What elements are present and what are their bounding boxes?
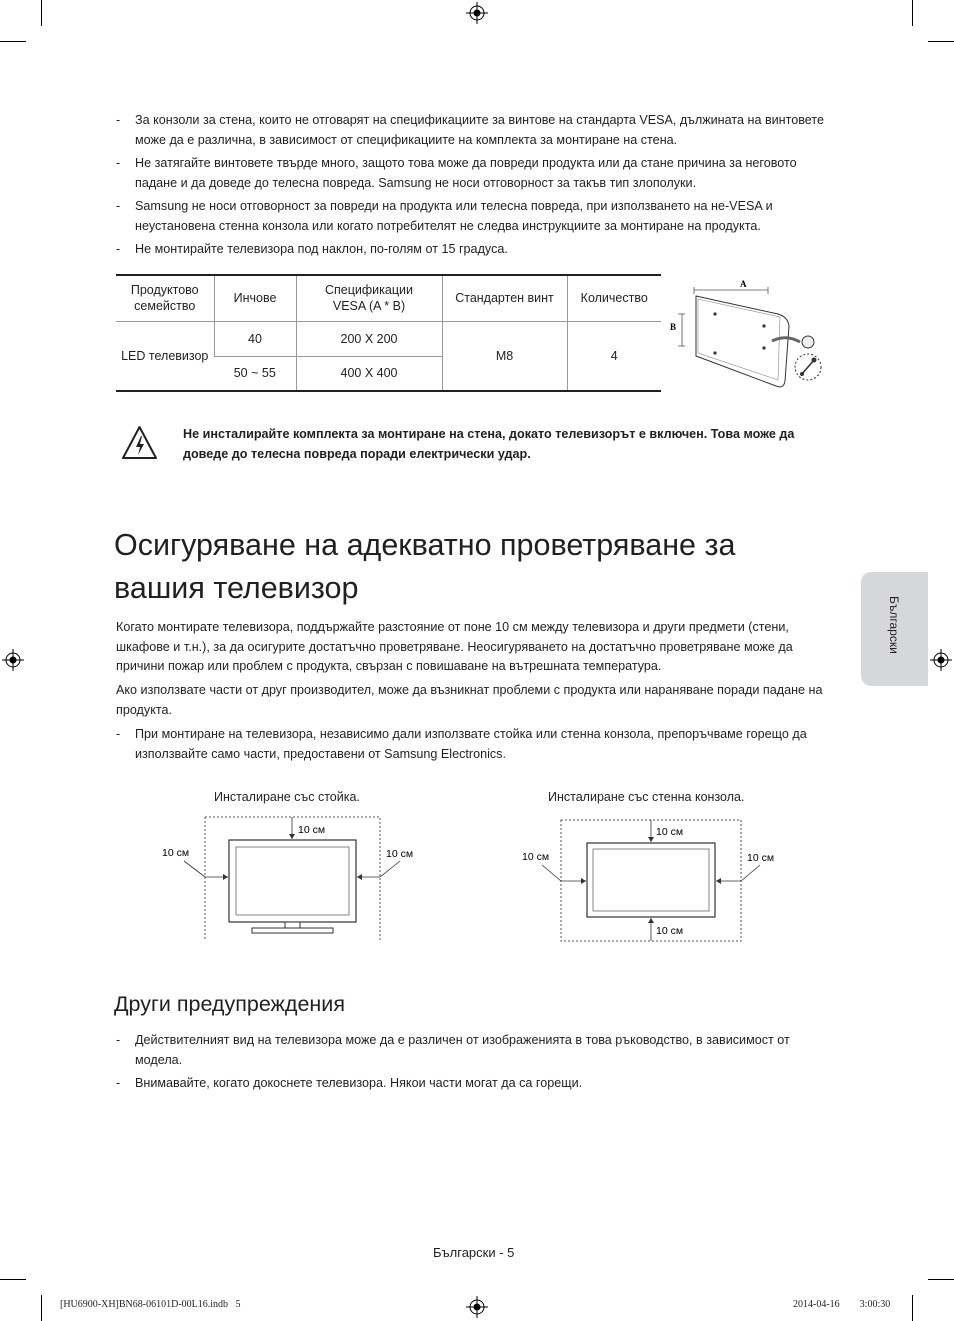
table-header: Стандартен винт	[442, 275, 567, 321]
page-number: Български - 5	[433, 1245, 515, 1260]
stand-diagram-title: Инсталиране със стойка.	[214, 790, 360, 804]
distance-label: 10 см	[386, 848, 414, 860]
registration-mark-icon	[2, 649, 24, 671]
table-header: Количество	[567, 275, 661, 321]
list-item: - Не затягайте винтовете твърде много, защото това може да повреди продукта или да стане причина за неговото падане и да доведе до телесна повреда. Samsung не носи отговорност за такъв тип злополуки.	[116, 156, 797, 190]
table-cell-quantity: 4	[567, 321, 661, 391]
table-header: Спецификации VESA (A * B)	[296, 275, 442, 321]
registration-mark-icon	[466, 2, 488, 24]
section-title: Други предупреждения	[114, 992, 345, 1016]
crop-mark	[0, 1279, 26, 1280]
crop-mark	[0, 41, 26, 42]
language-side-tab: Български	[861, 572, 928, 686]
crop-mark	[41, 0, 42, 26]
distance-label: 10 см	[747, 852, 775, 864]
wall-installation-diagram	[520, 815, 790, 945]
list-item: - За конзоли за стена, които не отговарят на спецификациите за винтове на стандарта VESA, дължината на винтовете може да е различна, в зависимост от спецификациите на комплекта за монтиране на стена.	[116, 113, 825, 147]
list-item: - Внимавайте, когато докоснете телевизора. Някои части могат да са горещи.	[116, 1076, 583, 1090]
distance-label: 10 см	[522, 851, 550, 863]
dimension-b-label: B	[670, 322, 677, 332]
table-cell-screw: M8	[442, 321, 567, 391]
vesa-spec-table	[116, 274, 661, 392]
warning-text: Не инсталирайте комплекта за монтиране на стена, докато телевизорът е включен. Това може да доведе до телесна повреда поради електрически удар.	[183, 427, 795, 461]
table-header: Продуктово семейство	[116, 275, 214, 321]
distance-label: 10 см	[162, 847, 190, 859]
table-header: Инчове	[214, 275, 296, 321]
crop-mark	[928, 1279, 954, 1280]
crop-mark	[41, 1295, 42, 1321]
wall-diagram-title: Инсталиране със стенна конзола.	[548, 790, 745, 804]
stand-installation-diagram	[160, 815, 420, 950]
print-timestamp: 2014-04-16 3:00:30	[793, 1299, 891, 1310]
list-item: - Не монтирайте телевизора под наклон, по-голям от 15 градуса.	[116, 242, 508, 256]
crop-mark	[928, 41, 954, 42]
distance-label: 10 см	[656, 826, 684, 838]
list-item: - При монтиране на телевизора, независимо дали използвате стойка или стенна конзола, препоръчваме горещо да използвайте само части, предоставени от Samsung Electronics.	[116, 727, 807, 761]
electric-shock-warning-icon	[121, 425, 158, 460]
dimension-a-label: A	[740, 279, 747, 289]
table-cell: 200 X 200	[296, 321, 442, 356]
table-cell: 50 ~ 55	[214, 356, 296, 391]
table-cell-family: LED телевизор	[116, 321, 214, 391]
list-item: - Samsung не носи отговорност за повреди на продукта или телесна повреда, при използването на не-VESA и неустановена стенна конзола или когато потребителят не следва инструкциите за монтиране на продукта.	[116, 199, 773, 233]
registration-mark-icon	[466, 1296, 488, 1318]
table-cell: 40	[214, 321, 296, 356]
distance-label: 10 см	[298, 824, 326, 836]
table-cell: 400 X 400	[296, 356, 442, 391]
print-file-info: [HU6900-XH]BN68-06101D-00L16.indb 5	[60, 1299, 241, 1310]
paragraph: Ако използвате части от друг производител, може да възникнат проблеми с продукта или нараняване поради падане на продукта.	[116, 683, 823, 717]
registration-mark-icon	[930, 649, 952, 671]
paragraph: Когато монтирате телевизора, поддържайте разстояние от поне 10 см между телевизора и други предмети (стени, шкафове и т.н.), за да осигурите достатъчно проветряване. Неосигуряването на достатъчно проветряване може да причини пожар или проблем с продукта, свързан с повишаване на вътрешната температура.	[116, 620, 793, 673]
list-item: - Действителният вид на телевизора може да е различен от изображенията в това ръководство, в зависимост от модела.	[116, 1033, 790, 1067]
crop-mark	[912, 0, 913, 26]
distance-label: 10 см	[656, 925, 684, 937]
crop-mark	[912, 1295, 913, 1321]
section-title: Осигуряване на адекватно проветряване за вашия телевизор	[114, 528, 736, 605]
wall-mount-illustration	[668, 276, 832, 396]
